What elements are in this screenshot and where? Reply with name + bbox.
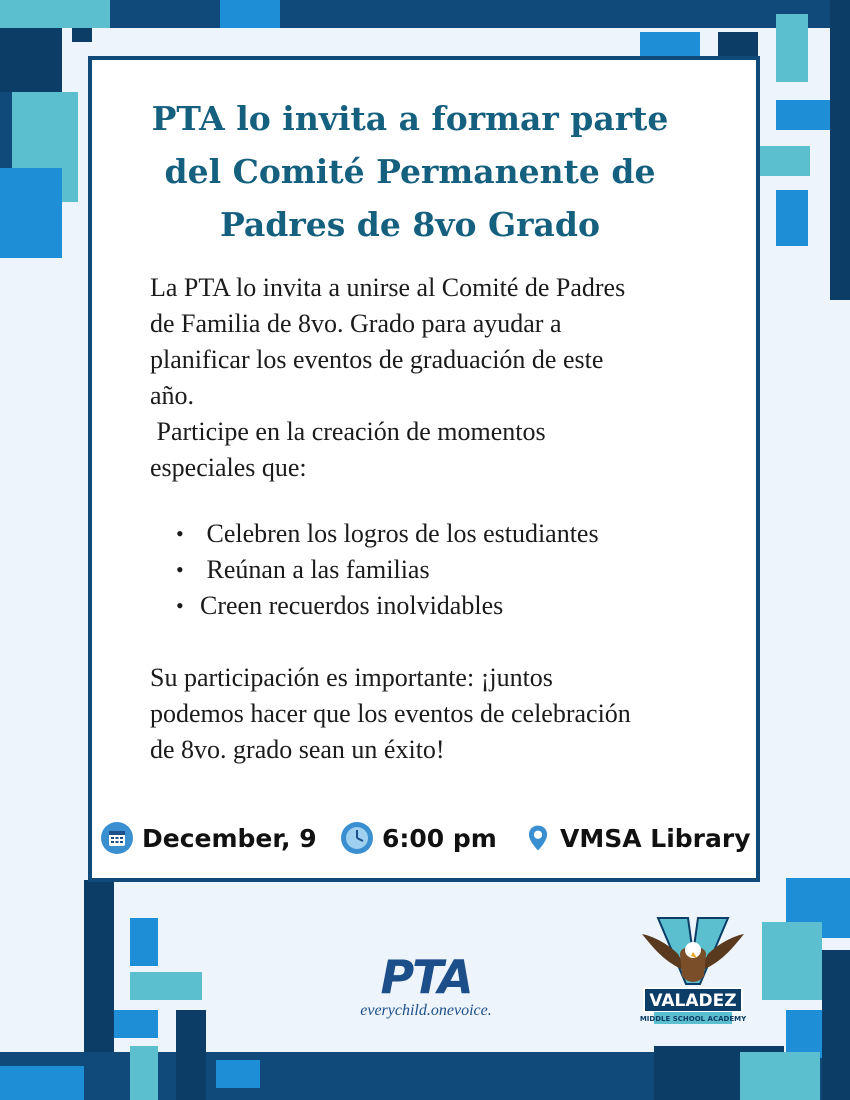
closing-line: podemos hacer que los eventos de celebración xyxy=(150,699,631,728)
location-text: VMSA Library xyxy=(560,823,751,853)
event-date xyxy=(100,816,317,860)
location-pin-icon xyxy=(524,821,552,855)
intro-line: La PTA lo invita a unirse al Comité de Padres xyxy=(150,273,626,302)
time-text: 6:00 pm xyxy=(382,823,497,853)
school-logo-name: VALADEZ xyxy=(649,991,737,1011)
intro-line: planificar los eventos de graduación de este xyxy=(150,345,604,374)
closing-paragraph xyxy=(150,660,730,768)
pta-logo xyxy=(346,952,506,1020)
intro-line: año. xyxy=(150,381,195,410)
pta-logo-tagline: everychild.onevoice. xyxy=(360,1002,492,1019)
flyer-title xyxy=(110,92,710,251)
closing-line: Su participación es importante: ¡juntos xyxy=(150,663,553,692)
school-eagle-logo xyxy=(638,914,748,1026)
title-line: PTA lo invita a formar parte xyxy=(151,99,669,138)
clock-icon xyxy=(340,821,374,855)
list-item: • Creen recuerdos inolvidables xyxy=(176,588,736,624)
event-location xyxy=(524,816,751,860)
intro-line: de Familia de 8vo. Grado para ayudar a xyxy=(150,309,562,338)
date-text: December, 9 xyxy=(142,823,317,853)
intro-line: Participe en la creación de momentos xyxy=(150,417,546,446)
intro-paragraph xyxy=(150,270,730,486)
list-item: • Celebren los logros de los estudiantes xyxy=(176,516,736,552)
intro-line: especiales que: xyxy=(150,453,307,482)
school-logo-subtitle: MIDDLE SCHOOL ACADEMY xyxy=(639,1015,747,1023)
list-item: • Reúnan a las familias xyxy=(176,552,736,588)
closing-line: de 8vo. grado sean un éxito! xyxy=(150,735,445,764)
benefits-list xyxy=(176,516,736,624)
event-time xyxy=(340,816,497,860)
title-line: del Comité Permanente de xyxy=(164,152,656,191)
calendar-icon xyxy=(100,821,134,855)
pta-logo-word: PTA xyxy=(380,950,472,1004)
title-line: Padres de 8vo Grado xyxy=(219,205,601,244)
